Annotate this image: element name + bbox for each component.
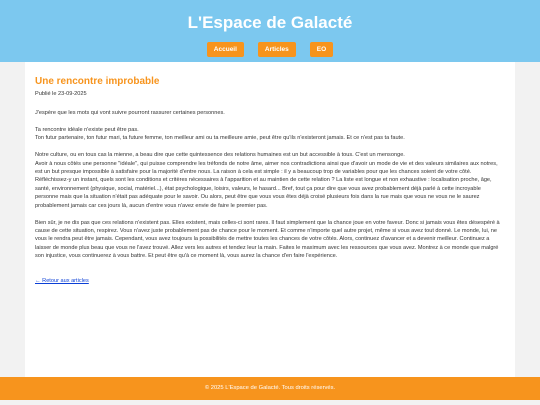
paragraph-line: Réfléchissez-y un instant, quels sont les conditions et critères nécessaires à l'apparition et au maintien de cette relation ? La liste est longue et non exhaustive : localisation proche, âge, santé, environnement (physique, social, matériel...), état psychologique, loisirs, valeurs, le hasard... Bref, tout ça pour dire que vous avez probablement déjà parlé à cette incroyable personne mais que la situation n'était pas adéquate pour le savoir. Ou alors, peut être que vous vous êtes déjà croisé plusieurs fois dans la rue mais que vous ne vous ne le saurez probablement jamais car ces jours là, aucun d'entre vous n'avez envie de faire le premier pas. <box>35 177 492 209</box>
paragraph-line: J'espère que les mots qui vont suivre pourront rassurer certaines personnes. <box>35 110 225 116</box>
article-paragraph-4 <box>35 219 505 261</box>
article-container <box>25 62 515 377</box>
nav-articles-button[interactable]: Articles <box>258 42 296 57</box>
article-paragraph-2 <box>35 126 505 143</box>
article-paragraph-1 <box>35 109 505 117</box>
site-header <box>0 0 540 62</box>
paragraph-line: Ta rencontre idéale n'existe peut être pas. <box>35 126 139 133</box>
paragraph-line: Bien sûr, je ne dis pas que ces relations n'existent pas. Elles existent, mais celles-ci sont rares. Il faut simplement que la chance joue en votre faveur. Donc si jamais vous êtes désespéré à cause de cette situation, respirez. Vous n'avez juste probablement pas de chance pour le moment. Et comme n'importe quel autre projet, même si vous avez tout donné. Le monde, lui, ne vous le rendra peut être jamais. Cependant, vous avez toujours la possibilités de mettre toutes les chances de votre côtés. Alors, continuez d'avancer et a devenir meilleur. Continuez a laisser de monde plus beau que vous ne l'avez trouvé. Allez vers les autres et tendez leur la main. Faites le maximum avec les ressources que vous avez. Montrez à ce monde que malgré son injustice, vous continuerez à vous battre. Et peut être qu'à ce moment là, vous aurez la chance d'en faire l'expérience. <box>35 219 500 260</box>
paragraph-line: Notre culture, ou en tous cas la mienne, a beau dire que cette quintessence des relations humaines est un but accessible à tous. C'est un mensonge. <box>35 152 405 159</box>
nav-accueil-button[interactable]: Accueil <box>207 42 244 57</box>
article-paragraph-3 <box>35 151 505 210</box>
back-to-articles-link[interactable]: ← Retour aux articles <box>35 278 89 285</box>
article-title: Une rencontre improbable <box>35 76 160 87</box>
paragraph-line: Avoir à nous côtés une personne "idéale", qui puisse comprendre les tréfonds de notre âme, aimer nos contradictions ainsi que d'avoir un mode de vie et des valeurs similaires aux notres, est un but presque impossible à satisfaire pour la majorité d'entre nous. La raison à cela est simple : il y a beaucoup trop de variables pour que les chances soient de votre côté. <box>35 160 498 176</box>
site-footer: © 2025 L'Espace de Galacté. Tous droits réservés. <box>0 377 540 400</box>
site-title: L'Espace de Galacté <box>187 13 353 32</box>
publish-date: Publié le 23-09-2025 <box>35 91 87 97</box>
main-nav <box>0 42 540 57</box>
paragraph-line: Ton futur partenaire, ton futur mari, ta future femme, ton meilleur ami ou ta meilleure amie, peut être qu'ils n'existeront jamais. Et ce n'est pas ta faute. <box>35 135 405 142</box>
nav-eo-button[interactable]: EO <box>310 42 333 57</box>
